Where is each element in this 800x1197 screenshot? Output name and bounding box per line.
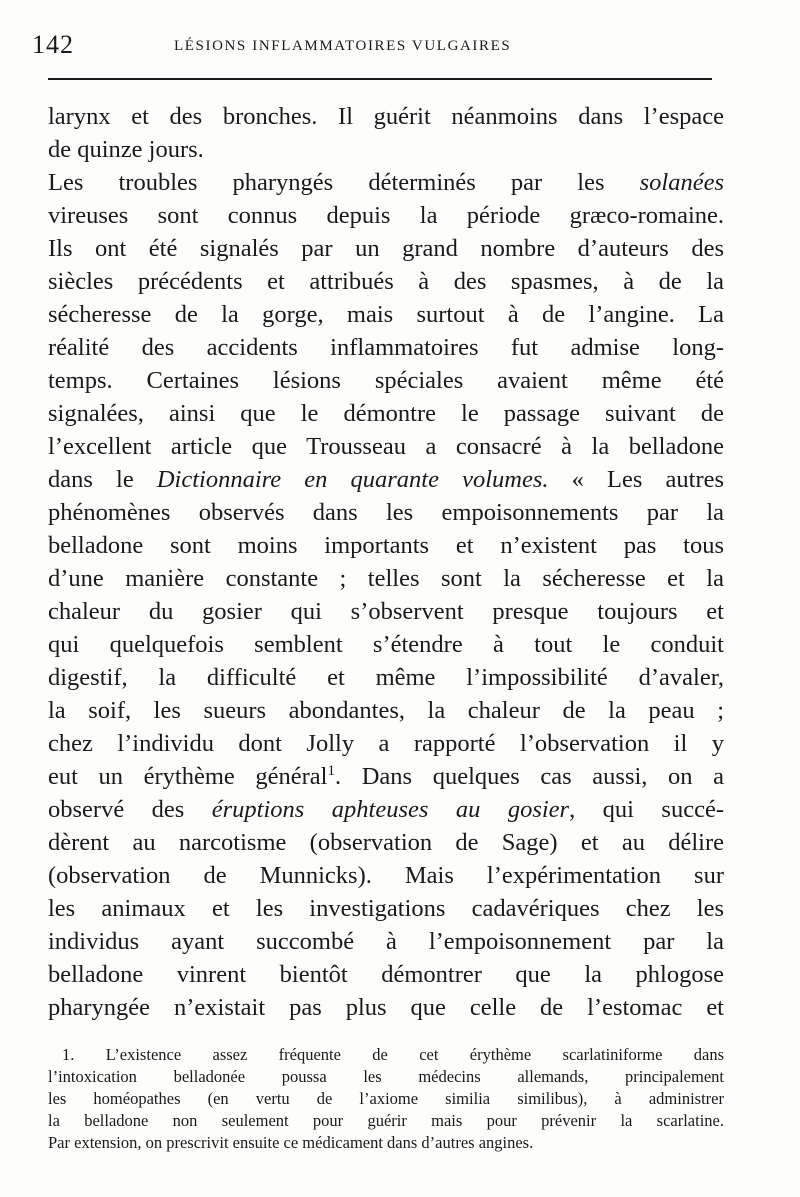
text-line [48,430,724,463]
text-line [48,265,724,298]
text-run: . Dans quelques cas aussi, on a [335,763,724,790]
text-run: eut un érythème général [48,763,328,790]
text-run: chaleur du gosier qui s’observent presque toujours et [48,598,724,625]
running-title: LÉSIONS INFLAMMATOIRES VULGAIRES [174,38,512,54]
text-run: temps. Certaines lésions spéciales avaient même été [48,367,724,394]
text-line [48,397,724,430]
text-run: réalité des accidents inflammatoires fut admise long- [48,334,724,361]
text-run: Ils ont été signalés par un grand nombre d’auteurs des [48,235,724,262]
text-line [48,793,724,826]
text-line [48,991,724,1024]
text-line [48,133,724,166]
footnote-line: 1. L’existence assez fréquente de cet érythème scarlatiniforme dans [62,1045,724,1064]
body-text [48,100,724,1024]
italic-run: Dictionnaire en quarante volumes. [156,466,549,493]
text-line [48,166,724,199]
text-run: larynx et des bronches. Il guérit néanmoins dans l’espace [48,103,724,130]
text-run: observé des [48,796,212,823]
footnote-line: les homéopathes (en vertu de l’axiome similia similibus), à administrer [48,1089,724,1108]
text-line [48,496,724,529]
header-rule [48,78,712,80]
text-run: les animaux et les investigations cadavériques chez les [48,895,724,922]
footnote-ref: 1 [327,762,335,779]
italic-run: éruptions aphteuses au gosier [211,796,570,823]
text-line [48,100,724,133]
footnote-line: l’intoxication belladonée poussa les médecins allemands, principalement [48,1067,724,1086]
text-run: pharyngée n’existait pas plus que celle de l’estomac et [48,994,724,1021]
text-run: Les troubles pharyngés déterminés par les [48,169,640,196]
text-line [48,232,724,265]
text-line [48,925,724,958]
text-run: (observation de Munnicks). Mais l’expérimentation sur [48,862,724,889]
text-run: chez l’individu dont Jolly a rapporté l’observation il y [48,730,724,757]
text-line [48,727,724,760]
text-run: phénomènes observés dans les empoisonnements par la [48,499,724,526]
text-line [48,760,724,793]
italic-run: solanées [639,169,724,196]
text-run: dans le [48,466,157,493]
text-run: vireuses sont connus depuis la période græco-romaine. [48,202,724,229]
text-line [48,628,724,661]
text-run: digestif, la difficulté et même l’impossibilité d’avaler, [48,664,724,691]
footnote-line: la belladone non seulement pour guérir mais pour prévenir la scarlatine. [48,1111,724,1130]
text-line [48,298,724,331]
text-run: dèrent au narcotisme (observation de Sage) et au délire [48,829,724,856]
text-run: la soif, les sueurs abondantes, la chaleur de la peau ; [48,697,724,724]
text-line [48,463,724,496]
page-number: 142 [32,30,74,59]
footnote-line: Par extension, on prescrivit ensuite ce médicament dans d’autres angines. [48,1133,534,1152]
text-run: « Les autres [548,466,725,493]
text-run: de quinze jours. [48,136,204,163]
text-line [48,595,724,628]
text-line [48,331,724,364]
text-run: signalées, ainsi que le démontre le passage suivant de [48,400,724,427]
text-run: individus ayant succombé à l’empoisonnement par la [48,928,724,955]
text-run: siècles précédents et attribués à des spasmes, à de la [48,268,724,295]
text-line [48,826,724,859]
text-run: sécheresse de la gorge, mais surtout à de l’angine. La [48,301,724,328]
text-line [48,199,724,232]
text-line [48,958,724,991]
text-run: , qui succé- [569,796,724,823]
text-line [48,364,724,397]
text-line [48,562,724,595]
text-line [48,529,724,562]
text-line [48,892,724,925]
text-run: belladone sont moins importants et n’existent pas tous [48,532,724,559]
text-run: d’une manière constante ; telles sont la sécheresse et la [48,565,724,592]
text-run: l’excellent article que Trousseau a consacré à la belladone [48,433,724,460]
footnotes [48,1044,724,1154]
text-line [48,859,724,892]
text-run: belladone vinrent bientôt démontrer que la phlogose [48,961,724,988]
text-line [48,661,724,694]
text-run: qui quelquefois semblent s’étendre à tout le conduit [48,631,724,658]
text-line [48,694,724,727]
page-header [32,30,722,66]
